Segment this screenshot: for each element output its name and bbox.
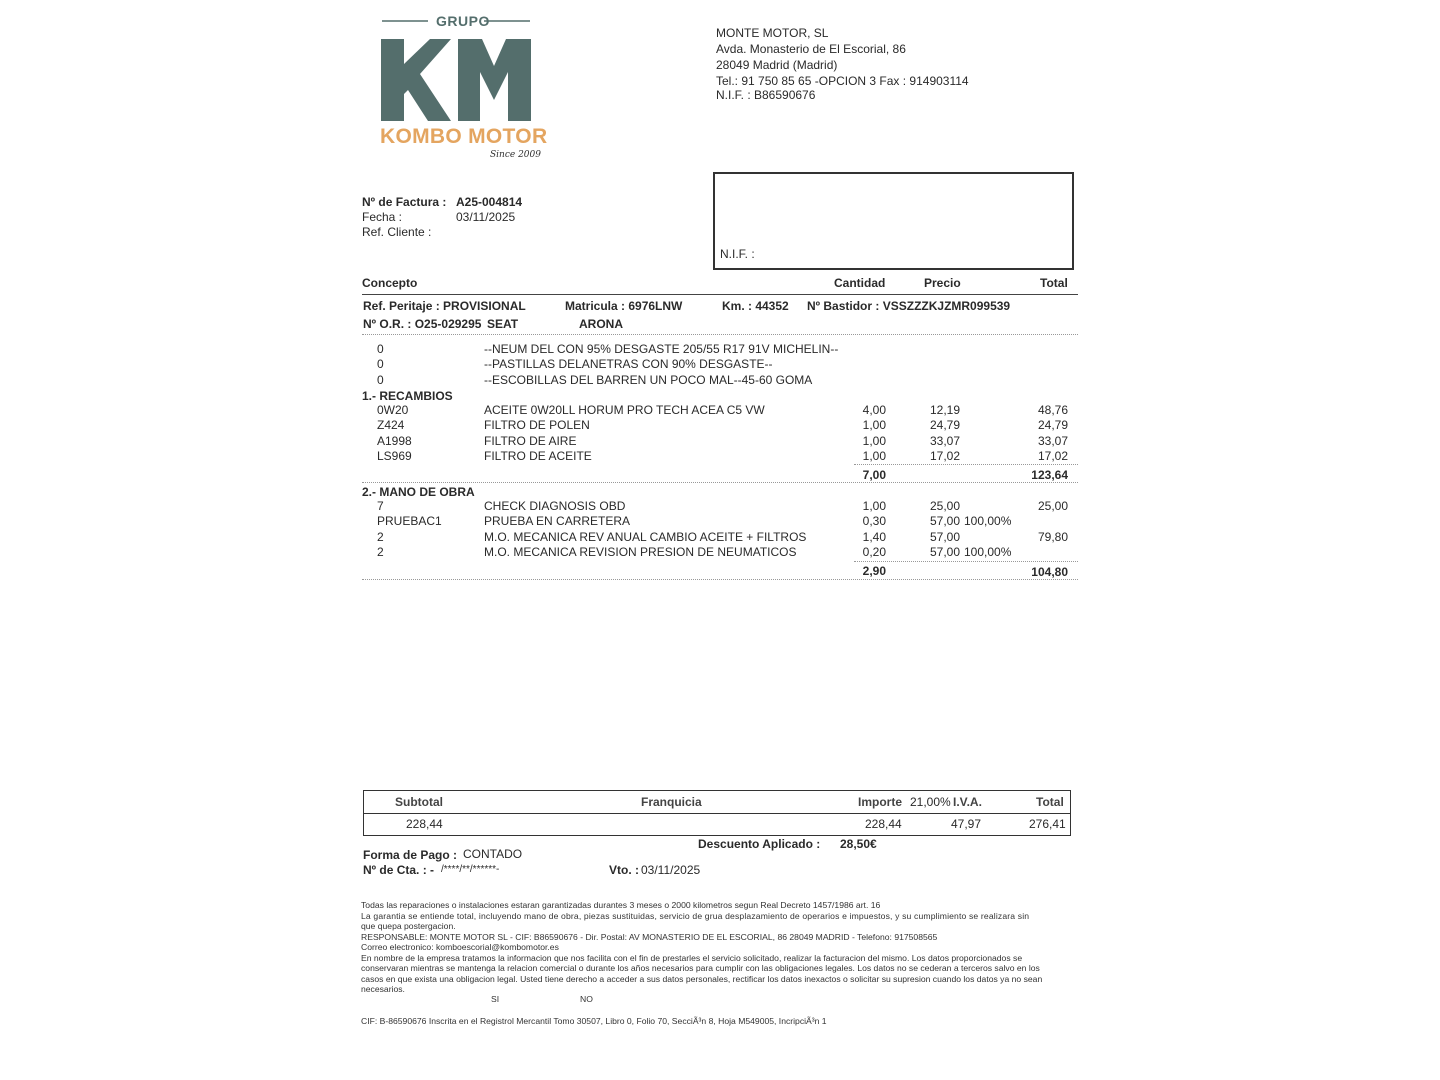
logo-group-text: GRUPO [436, 13, 490, 29]
header-price: Precio [924, 276, 961, 290]
subtotal-divider [854, 464, 1078, 465]
invoice-date-label: Fecha : [362, 210, 403, 224]
vehicle-model: ARONA [579, 317, 623, 331]
due-date-label: Vto. : [609, 863, 639, 877]
item-code: 2 [377, 545, 384, 559]
item-description: FILTRO DE POLEN [484, 418, 590, 432]
vehicle-make: SEAT [487, 317, 519, 331]
account-label: Nº de Cta. : - [363, 863, 435, 877]
item-code: 0W20 [377, 403, 409, 417]
item-price: 57,00 [929, 514, 960, 528]
subtotal-divider [854, 561, 1078, 562]
section-title-recambios: 1.- RECAMBIOS [362, 389, 453, 403]
item-price: 24,79 [929, 418, 960, 432]
totals-importe-value: 228,44 [865, 817, 902, 831]
totals-divider [364, 813, 1070, 814]
logo-brand-text: KOMBO MOTOR [380, 125, 548, 148]
item-price: 57,00 [929, 545, 960, 559]
item-price: 57,00 [929, 530, 960, 544]
item-total: 79,80 [1037, 530, 1068, 544]
item-quantity: 1,40 [862, 530, 886, 544]
item-price: 12,19 [929, 403, 960, 417]
footer-line: Todas las reparaciones o instalaciones estaran garantizadas durantes 3 meses o 2000 kilometros segun Real Decreto 1457/1986 art. 16 [361, 900, 881, 910]
totals-subtotal-header: Subtotal [395, 795, 443, 809]
registry-info: CIF: B-86590676 Inscrita en el Registrol Mercantil Tomo 30507, Libro 0, Folio 70, SecciÃ³n 8, Hoja M549005, IncripciÃ³n 1 [361, 1016, 827, 1026]
item-quantity: 0,20 [862, 545, 886, 559]
totals-iva-value: 47,97 [951, 817, 982, 831]
item-price: 25,00 [929, 499, 960, 513]
item-price: 17,02 [929, 449, 960, 463]
section-divider [362, 579, 1078, 580]
totals-iva-header: I.V.A. [953, 795, 982, 809]
item-code: PRUEBAC1 [377, 514, 442, 528]
due-date: 03/11/2025 [641, 863, 701, 877]
item-description: M.O. MECANICA REVISION PRESION DE NEUMATICOS [484, 545, 797, 559]
header-quantity: Cantidad [834, 276, 886, 290]
note-code: 0 [377, 342, 384, 356]
payment-method: CONTADO [463, 847, 523, 861]
note-code: 0 [377, 357, 384, 371]
item-quantity: 0,30 [862, 514, 886, 528]
totals-total-header: Total [1036, 795, 1064, 809]
item-description: M.O. MECANICA REV ANUAL CAMBIO ACEITE + FILTROS [484, 530, 807, 544]
invoice-date: 03/11/2025 [456, 210, 516, 224]
totals-franquicia-header: Franquicia [641, 795, 702, 809]
discount-value: 28,50€ [840, 837, 877, 851]
item-total: 48,76 [1037, 403, 1068, 417]
client-ref-label: Ref. Cliente : [362, 225, 432, 239]
consent-yes: SI [491, 994, 500, 1004]
account-number: /****/**/******- [441, 864, 500, 875]
item-description: FILTRO DE AIRE [484, 434, 577, 448]
note-text: --PASTILLAS DELANETRAS CON 90% DESGASTE-- [484, 357, 773, 371]
item-discount: 100,00% [964, 545, 1012, 559]
section-quantity-sum: 2,90 [862, 564, 886, 578]
header-concept: Concepto [362, 276, 418, 290]
company-logo [378, 12, 548, 162]
item-quantity: 4,00 [862, 403, 886, 417]
footer-line: conservaran mientras se mantenga la relacion comercial o durante los años necesarios para cumplir con las obligaciones legales. Los datos no se cederan a terceros salvo en los [361, 963, 1040, 973]
work-order-number: Nº O.R. : O25-029295 [363, 317, 482, 331]
vehicle-plate: Matricula : 6976LNW [565, 299, 683, 313]
item-code: A1998 [377, 434, 412, 448]
section-divider [362, 482, 1078, 483]
company-name: MONTE MOTOR, SL [716, 26, 829, 40]
section-total-sum: 104,80 [1031, 565, 1068, 579]
item-quantity: 1,00 [862, 499, 886, 513]
header-divider [362, 294, 1078, 295]
item-discount: 100,00% [964, 514, 1012, 528]
totals-total-value: 276,41 [1029, 817, 1066, 831]
vehicle-divider [362, 334, 1078, 335]
item-price: 33,07 [929, 434, 960, 448]
item-total: 17,02 [1037, 449, 1068, 463]
totals-iva-rate: 21,00% [910, 795, 951, 809]
company-city: 28049 Madrid (Madrid) [716, 58, 838, 72]
logo-since-text: Since 2009 [490, 150, 541, 160]
client-box [713, 172, 1074, 270]
client-nif-label: N.I.F. : [720, 247, 755, 261]
item-code: 2 [377, 530, 384, 544]
note-code: 0 [377, 373, 384, 387]
totals-subtotal-value: 228,44 [406, 817, 443, 831]
item-total: 24,79 [1037, 418, 1068, 432]
item-code: LS969 [377, 449, 412, 463]
item-description: FILTRO DE ACEITE [484, 449, 592, 463]
section-title-mano-de-obra: 2.- MANO DE OBRA [362, 485, 475, 499]
totals-box [363, 790, 1071, 836]
footer-line: La garantia se entiende total, incluyendo mano de obra, piezas sustituidas, servicio de grua desplazamiento de operarios e impuestos, y su cumplimiento se realizara sin [361, 910, 1030, 921]
item-quantity: 1,00 [862, 418, 886, 432]
company-nif: N.I.F. : B86590676 [716, 88, 816, 102]
peritaje-ref: Ref. Peritaje : PROVISIONAL [363, 299, 526, 313]
discount-label: Descuento Aplicado : [698, 837, 821, 851]
payment-method-label: Forma de Pago : [363, 848, 458, 862]
item-quantity: 1,00 [862, 434, 886, 448]
footer-line: Correo electronico: komboescorial@kombomotor.es [361, 942, 559, 952]
header-total: Total [1040, 276, 1068, 290]
item-total: 25,00 [1037, 499, 1068, 513]
item-description: PRUEBA EN CARRETERA [484, 514, 631, 528]
note-text: --ESCOBILLAS DEL BARREN UN POCO MAL--45-60 GOMA [484, 373, 813, 387]
footer-line: necesarios. [361, 984, 405, 994]
vehicle-km: Km. : 44352 [722, 299, 789, 313]
item-code: Z424 [377, 418, 405, 432]
company-info [716, 25, 969, 103]
item-quantity: 1,00 [862, 449, 886, 463]
invoice-number-label: Nº de Factura : [362, 195, 447, 209]
invoice-number: A25-004814 [456, 195, 523, 209]
vehicle-chassis: Nº Bastidor : VSSZZZKJZMR099539 [807, 299, 1011, 313]
consent-no: NO [580, 994, 593, 1004]
legal-footer [361, 900, 1078, 995]
note-text: --NEUM DEL CON 95% DESGASTE 205/55 R17 91V MICHELIN-- [484, 342, 839, 356]
item-total: 33,07 [1037, 434, 1068, 448]
section-quantity-sum: 7,00 [862, 468, 886, 482]
item-description: ACEITE 0W20LL HORUM PRO TECH ACEA C5 VW [484, 403, 765, 417]
company-phone: Tel.: 91 750 85 65 -OPCION 3 Fax : 914903114 [716, 74, 969, 88]
company-address: Avda. Monasterio de El Escorial, 86 [716, 42, 906, 56]
footer-line: que quepa postergacion. [361, 921, 456, 931]
item-description: CHECK DIAGNOSIS OBD [484, 499, 626, 513]
footer-line: RESPONSABLE: MONTE MOTOR SL - CIF: B86590676 - Dir. Postal: AV MONASTERIO DE EL ESCORIAL, 86 28049 MADRID - Telefono: 917508565 [361, 931, 938, 942]
totals-importe-header: Importe [858, 795, 903, 809]
footer-line: En nombre de la empresa tratamos la informacion que nos facilita con el fin de prestarles el servicio solicitado, realizar la facturacion del mismo. Los datos proporcionados se [361, 952, 1023, 963]
section-total-sum: 123,64 [1031, 468, 1068, 482]
item-code: 7 [377, 499, 384, 513]
footer-line: casos en que exista una obligacion legal. Usted tiene derecho a acceder a sus datos personales, rectificar los datos inexactos o solicitar su supresion cuando los datos ya no sean [361, 973, 1043, 984]
